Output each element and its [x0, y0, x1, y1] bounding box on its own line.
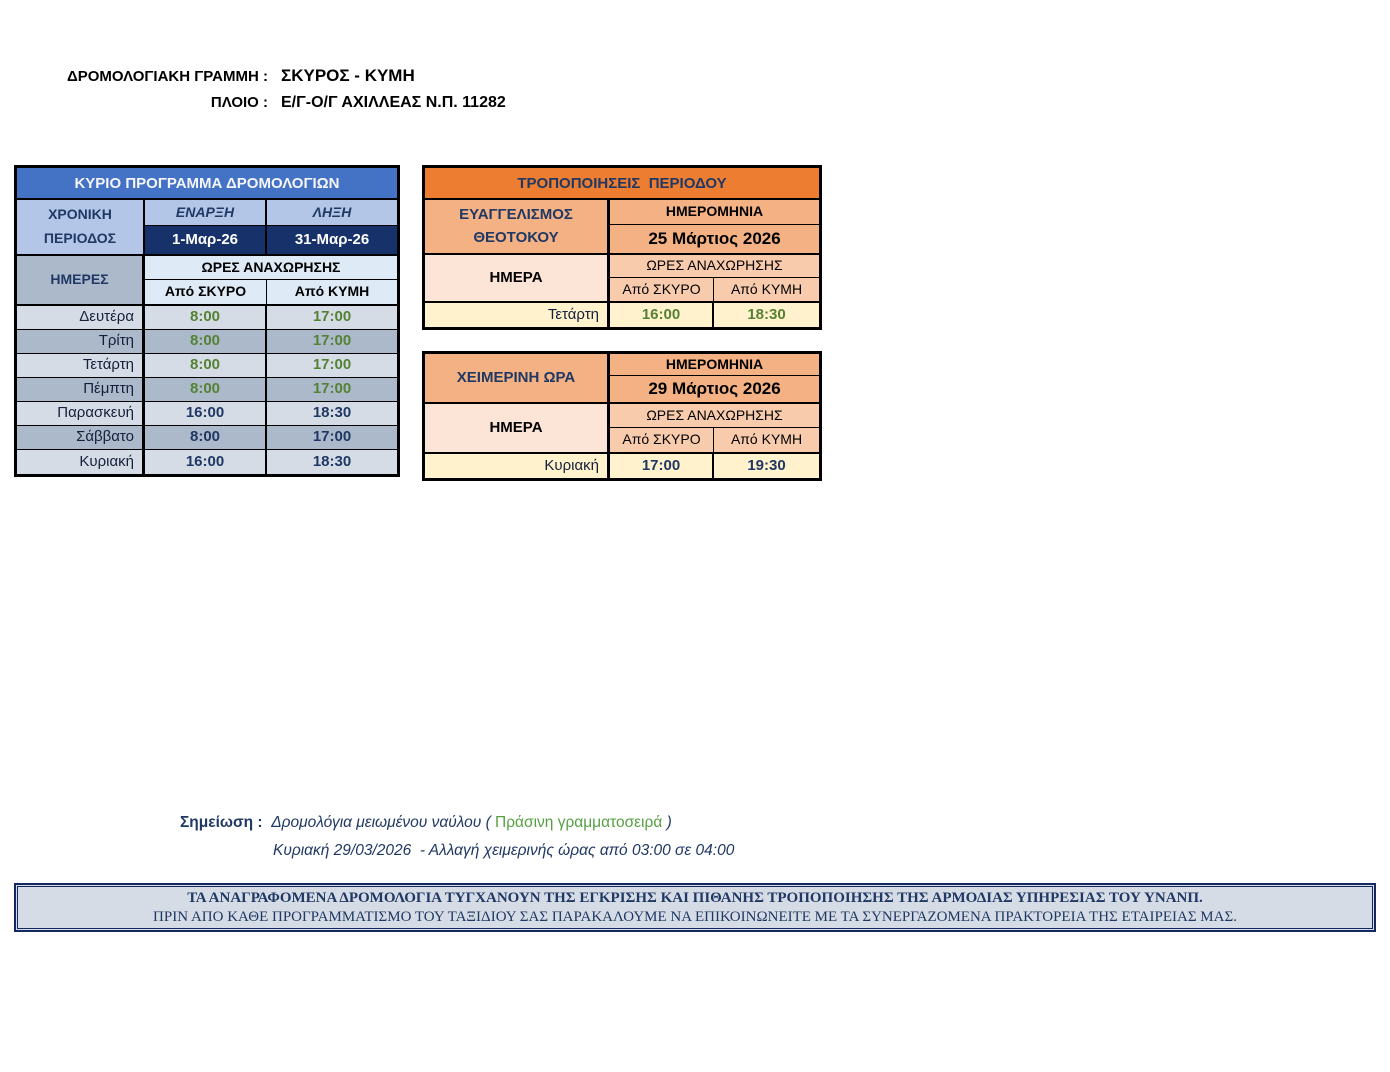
modification-date: 25 Μάρτιος 2026	[610, 225, 819, 253]
ship-value: Ε/Γ-Ο/Γ ΑΧΙΛΛΕΑΣ Ν.Π. 11282	[281, 94, 506, 111]
day-name: Τετάρτη	[17, 354, 145, 377]
day-name: Πέμπτη	[17, 378, 145, 401]
table-row	[17, 450, 397, 474]
route-label: ΔΡΟΜΟΛΟΓΙΑΚΗ ΓΡΑΜΜΗ :	[66, 68, 268, 85]
day-name: Κυριακή	[17, 450, 145, 474]
winter-time-row	[425, 454, 819, 478]
day-name: Τετάρτη	[425, 303, 610, 327]
day-name: Σάββατο	[17, 426, 145, 449]
departure-from-skyros: 8:00	[145, 378, 267, 401]
period-label	[17, 200, 145, 254]
departure-from-skyros: 8:00	[145, 354, 267, 377]
departure-from-skyros: 16:00	[145, 402, 267, 425]
note-reduced-fare-text: Δρομολόγια μειωμένου ναύλου (	[271, 814, 496, 831]
departure-from-kymi: 17:00	[267, 378, 397, 401]
departure-hours-header: ΩΡΕΣ ΑΝΑΧΩΡΗΣΗΣ	[610, 255, 819, 278]
note-green-font-text: Πράσινη γραμματοσειρά	[495, 814, 663, 831]
modifications-hours-section	[425, 255, 819, 303]
note-label: Σημείωση :	[180, 814, 263, 831]
holiday-name-line1: ΕΥΑΓΓΕΛΙΣΜΟΣ	[459, 206, 573, 223]
modifications-table	[422, 165, 822, 330]
date-header: ΗΜΕΡΟΜΗΝΙΑ	[610, 354, 819, 376]
period-start-date: 1-Μαρ-26	[145, 226, 267, 254]
main-table-title: ΚΥΡΙΟ ΠΡΟΓΡΑΜΜΑ ΔΡΟΜΟΛΟΓΙΩΝ	[17, 168, 397, 200]
departure-from-kymi: 17:00	[267, 330, 397, 353]
from-skyros-header: Από ΣΚΥΡΟ	[610, 278, 714, 301]
departure-from-kymi: 18:30	[267, 402, 397, 425]
winter-hours-section	[425, 404, 819, 454]
table-row	[17, 378, 397, 402]
departure-from-skyros: 8:00	[145, 426, 267, 449]
disclaimer-line-2: ΠΡΙΝ ΑΠΟ ΚΑΘΕ ΠΡΟΓΡΑΜΜΑΤΙΣΜΟ ΤΟΥ ΤΑΞΙΔΙΟΥ ΣΑΣ ΠΑΡΑΚΑΛΟΥΜΕ ΝΑ ΕΠΙΚΟΙΝΩΝΕΙΤΕ ΜΕ ΤΑ ΣΥΝΕΡΓΑΖΟΜΕΝΑ ΠΡΑΚΤΟΡΕΙΑ ΤΗΣ ΕΤΑΙΡΕΙΑΣ ΜΑΣ.	[153, 908, 1237, 925]
table-row	[17, 426, 397, 450]
departure-from-kymi: 19:30	[714, 454, 819, 478]
from-kymi-header: Από ΚΥΜΗ	[267, 280, 397, 304]
departure-from-skyros: 16:00	[145, 450, 267, 474]
period-label-line2: ΠΕΡΙΟΔΟΣ	[43, 230, 117, 247]
day-column-header: ΗΜΕΡΑ	[425, 255, 610, 301]
note-close-paren: )	[662, 814, 672, 831]
disclaimer-line-1: ΤΑ ΑΝΑΓΡΑΦΟΜΕΝΑ ΔΡΟΜΟΛΟΓΙΑ ΤΥΓΧΑΝΟΥΝ ΤΗΣ ΕΓΚΡΙΣΗΣ ΚΑΙ ΠΙΘΑΝΗΣ ΤΡΟΠΟΠΟΙΗΣΗΣ ΤΗΣ ΑΡΜΟΔΙΑΣ ΥΠΗΡΕΣΙΑΣ ΤΟΥ ΥΝΑΝΠ.	[187, 889, 1203, 906]
main-table-day-rows	[17, 306, 397, 474]
note-line-1	[180, 814, 672, 832]
departure-from-skyros: 16:00	[610, 303, 714, 327]
day-name: Κυριακή	[425, 454, 610, 478]
footer-disclaimer-banner	[14, 883, 1376, 932]
note-spacer	[263, 814, 272, 831]
departure-from-kymi: 17:00	[267, 306, 397, 329]
page-title-block	[38, 66, 506, 112]
departure-hours-header: ΩΡΕΣ ΑΝΑΧΩΡΗΣΗΣ	[610, 404, 819, 428]
holiday-name	[425, 200, 610, 253]
modifications-title: ΤΡΟΠΟΠΟΙΗΣΕΙΣ ΠΕΡΙΟΔΟΥ	[425, 168, 819, 200]
hours-header-section	[17, 256, 397, 306]
table-row	[17, 306, 397, 330]
main-schedule-table	[14, 165, 400, 477]
table-row	[17, 330, 397, 354]
from-skyros-header: Από ΣΚΥΡΟ	[610, 428, 714, 452]
period-label-line1: ΧΡΟΝΙΚΗ	[48, 206, 112, 223]
period-end-label: ΛΗΞΗ	[267, 200, 397, 226]
day-column-header: ΗΜΕΡΑ	[425, 404, 610, 452]
departure-from-kymi: 18:30	[714, 303, 819, 327]
winter-date-section	[425, 354, 819, 404]
departure-hours-header: ΩΡΕΣ ΑΝΑΧΩΡΗΣΗΣ	[145, 256, 397, 280]
from-skyros-header: Από ΣΚΥΡΟ	[145, 280, 267, 304]
holiday-name-line2: ΘΕΟΤΟΚΟΥ	[473, 228, 559, 246]
date-header: ΗΜΕΡΟΜΗΝΙΑ	[610, 200, 819, 225]
route-value: ΣΚΥΡΟΣ - ΚΥΜΗ	[281, 66, 415, 85]
ship-label: ΠΛΟΙΟ :	[210, 94, 268, 111]
day-name: Παρασκευή	[17, 402, 145, 425]
period-section	[17, 200, 397, 256]
modifications-row	[425, 303, 819, 327]
footer-disclaimer-inner	[17, 886, 1373, 929]
days-column-header: ΗΜΕΡΕΣ	[17, 256, 145, 304]
winter-time-table	[422, 351, 822, 481]
departure-from-skyros: 17:00	[610, 454, 714, 478]
table-row	[17, 402, 397, 426]
modifications-date-section	[425, 200, 819, 255]
day-name: Τρίτη	[17, 330, 145, 353]
departure-from-kymi: 18:30	[267, 450, 397, 474]
winter-time-date: 29 Μάρτιος 2026	[610, 376, 819, 402]
period-end-date: 31-Μαρ-26	[267, 226, 397, 254]
departure-from-kymi: 17:00	[267, 354, 397, 377]
period-start-label: ΕΝΑΡΞΗ	[145, 200, 267, 226]
day-name: Δευτέρα	[17, 306, 145, 329]
note-line-2: Κυριακή 29/03/2026 - Αλλαγή χειμερινής ώρας από 03:00 σε 04:00	[273, 842, 735, 859]
winter-time-label: ΧΕΙΜΕΡΙΝΗ ΩΡΑ	[425, 354, 610, 402]
departure-from-skyros: 8:00	[145, 330, 267, 353]
from-kymi-header: Από ΚΥΜΗ	[714, 428, 819, 452]
table-row	[17, 354, 397, 378]
departure-from-skyros: 8:00	[145, 306, 267, 329]
departure-from-kymi: 17:00	[267, 426, 397, 449]
from-kymi-header: Από ΚΥΜΗ	[714, 278, 819, 301]
